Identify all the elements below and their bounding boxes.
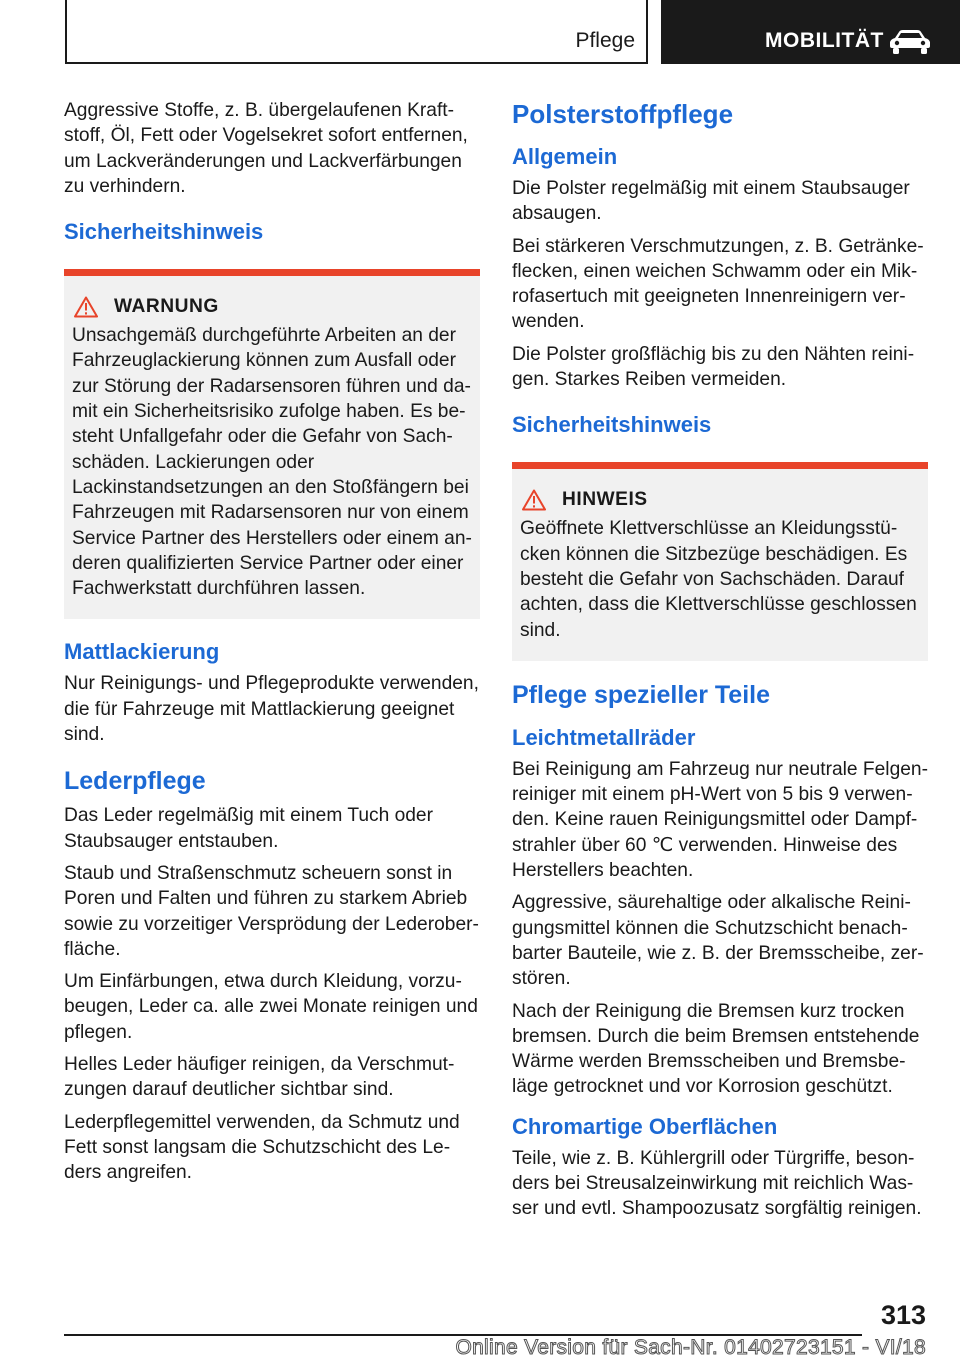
leather-paragraph: Lederpflegemittel verwenden, da Schmutz und Fett sonst langsam die Schutzschicht des Leders angreifen. <box>64 1111 460 1184</box>
car-icon <box>887 28 933 56</box>
leather-heading: Lederpflege <box>64 767 206 796</box>
left-column <box>64 98 480 1193</box>
left-safety-heading: Sicherheitshinweis <box>64 219 264 245</box>
warning-text: Unsachgemäß durchgeführte Arbeiten an der Fahrzeuglackierung können zum Ausfall oder zur Störung der Radarsensoren führen und damit ein Sicherheitsrisiko zufolge haben. Es besteht Unfallgefahr oder die Gefahr von Sachschäden. Lackierungen oder Lackinstandsetzungen an den Stoßfängern bei Fahrzeugen mit Radarsensoren nur von einem Service Partner des Herstellers oder einem anderen qualifizierten Service Partner oder einer Fachwerkstatt durchführen lassen. <box>72 325 472 600</box>
chrome-heading: Chromartige Oberflächen <box>512 1113 778 1139</box>
warning-box <box>64 269 480 619</box>
leather-paragraph: Um Einfärbungen, etwa durch Kleidung, vorzubeugen, Leder ca. alle zwei Monate reinigen und pflegen. <box>64 971 478 1043</box>
intro-paragraph: Aggressive Stoffe, z. B. übergelaufenen Kraftstoff, Öl, Fett oder Vogelsekret sofort entfernen, um Lackveränderungen und Lackverfärbungen zu verhindern. <box>64 100 468 197</box>
right-column <box>512 98 928 1229</box>
matt-paragraph: Nur Reinigungs- und Pflegeprodukte verwenden, die für Fahrzeuge mit Mattlackierung geeignet sind. <box>64 673 479 746</box>
special-parts-heading: Pflege spezieller Teile <box>512 680 770 709</box>
chrome-paragraph: Teile, wie z. B. Kühlergrill oder Türgriffe, besonders bei Streusalzeinwirkung mit reichlich Wasser und evtl. Shampoozusatz sorgfältig reinigen. <box>512 1147 922 1220</box>
alloy-paragraph: Bei Reinigung am Fahrzeug nur neutrale Felgenreiniger mit einem pH-Wert von 5 bis 9 verwenden. Keine rauen Reinigungsmittel oder Dampfstrahler über 60 ℃ verwenden. Hinweise des Herstellers beachten. <box>512 758 928 882</box>
header-section-title: Pflege <box>575 29 635 52</box>
page-number: 313 <box>880 1300 926 1330</box>
upholstery-heading: Polsterstoffpflege <box>512 99 734 129</box>
leather-paragraph: Das Leder regelmäßig mit einem Tuch oder Staubsauger entstauben. <box>64 805 433 852</box>
notice-box <box>512 462 928 660</box>
warning-header <box>72 294 472 319</box>
warning-triangle-icon <box>522 489 546 511</box>
header-chapter-title: MOBILITÄT <box>765 29 884 52</box>
alloy-paragraph: Nach der Reinigung die Bremsen kurz trocken bremsen. Durch die beim Bremsen entstehende Wärme werden Bremsscheiben und Bremsbeläge getrocknet und vor Korrosion geschützt. <box>512 1000 920 1098</box>
notice-header <box>520 487 920 512</box>
alloy-heading: Leichtmetallräder <box>512 724 696 750</box>
header-section-box <box>65 0 648 64</box>
footer-online-version: Online Version für Sach-Nr. 01402723151 - VI/18 <box>455 1336 926 1359</box>
warning-triangle-icon <box>74 296 98 318</box>
alloy-paragraph: Aggressive, säurehaltige oder alkalische Reinigungsmittel können die Schutzschicht benachbarter Bauteile, wie z. B. der Bremsscheibe, zerstören. <box>512 892 924 990</box>
right-safety-heading: Sicherheitshinweis <box>512 412 712 438</box>
matt-heading: Mattlackierung <box>64 639 220 665</box>
general-paragraph: Die Polster großflächig bis zu den Nähten reinigen. Starkes Reiben vermeiden. <box>512 343 915 391</box>
leather-paragraph: Staub und Straßenschmutz scheuern sonst in Poren und Falten und führen zu starkem Abrieb sowie zu vorzeitiger Versprödung der Lederoberfläche. <box>64 862 479 960</box>
warning-title: WARNUNG <box>114 296 219 318</box>
header-chapter-band <box>661 0 960 64</box>
general-paragraph: Bei stärkeren Verschmutzungen, z. B. Getränkeflecken, einen weichen Schwamm oder ein Mikrofasertuch mit geeigneten Innenreinigern verwenden. <box>512 235 924 333</box>
leather-paragraph: Helles Leder häufiger reinigen, da Verschmutzungen darauf deutlicher sichtbar sind. <box>64 1054 455 1101</box>
notice-text: Geöffnete Klettverschlüsse an Kleidungsstücken können die Sitzbezüge beschädigen. Es besteht die Gefahr von Sachschäden. Darauf achten, dass die Klettverschlüsse geschlossen sind. <box>520 518 917 641</box>
notice-title: HINWEIS <box>562 489 648 511</box>
general-paragraph: Die Polster regelmäßig mit einem Staubsauger absaugen. <box>512 178 910 225</box>
general-heading: Allgemein <box>512 144 618 169</box>
